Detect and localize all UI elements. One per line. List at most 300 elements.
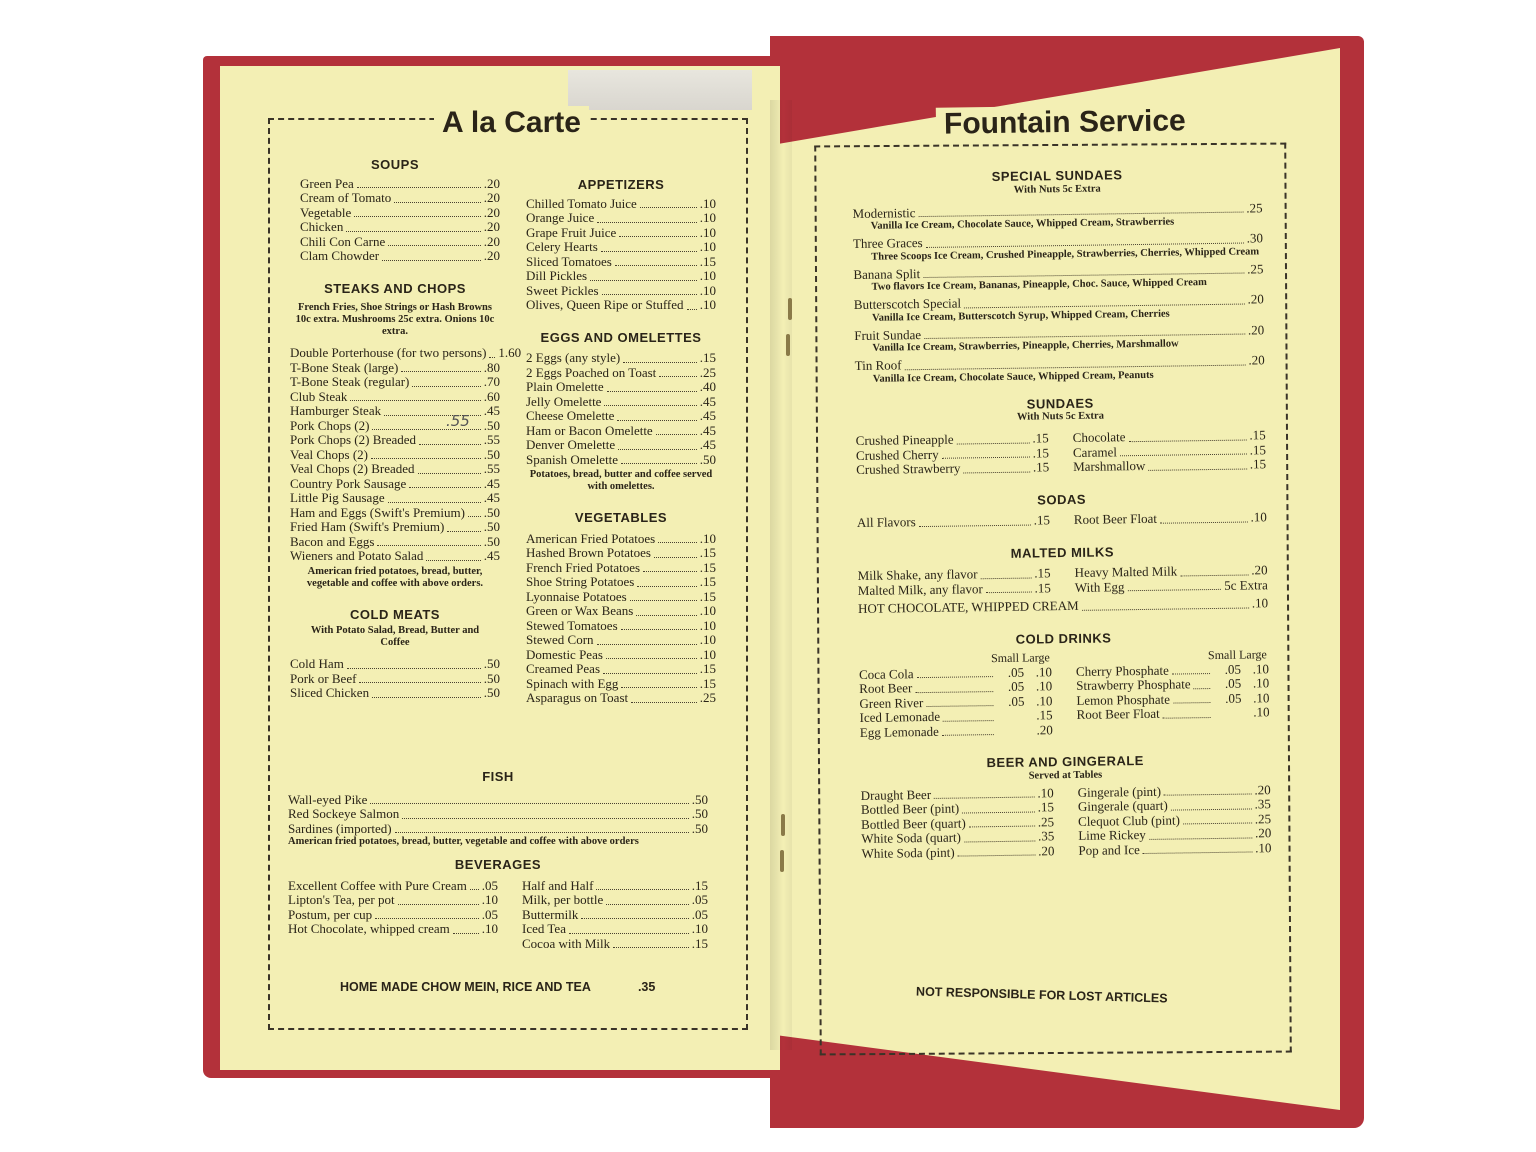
item-description: Vanilla Ice Cream, Butterscotch Syrup, Whipped Cream, Cherries [871,308,1170,324]
item-price: .10 [481,921,498,936]
dot-leader [597,222,697,223]
item-price: .10 [699,530,716,546]
item-name: Buttermilk [522,906,579,922]
item-price: .45 [483,475,500,491]
item-name: Veal Chops (2) Breaded [290,461,415,476]
item-price: .15 [691,877,708,893]
item-name: Cherry Phosphate [1075,662,1169,679]
item-name: Root Beer Float [1076,705,1160,722]
dot-leader [1183,822,1252,824]
dot-leader [618,449,697,450]
item-name: Spinach with Egg [526,675,619,691]
menu-item [1077,705,1270,722]
item-name: Cold Ham [290,656,344,671]
item-name: Clequot Club (pint) [1077,811,1181,829]
left-column-2 [526,178,716,706]
dot-leader [602,294,697,295]
item-name: Dill Pickles [526,268,588,283]
dot-leader [942,734,994,736]
item-price: .50 [483,446,500,462]
item-name: Chilled Tomato Juice [526,195,637,211]
menu-item [288,793,708,808]
section-heading-vegetables: VEGETABLES [574,510,668,525]
item-price: .15 [699,545,716,560]
dot-leader [1180,574,1248,576]
menu-item [290,491,500,506]
dot-leader [1160,521,1248,523]
dot-leader [964,840,1035,842]
item-price: 5c Extra [1224,576,1268,593]
dot-leader [395,832,689,833]
staple-2 [786,334,790,356]
item-name: Root Beer Float [1073,510,1158,527]
item-name: Lemon Phosphate [1076,691,1171,708]
dot-leader [621,629,697,630]
special-sundaes-list [852,201,1264,385]
item-price: .20 [483,190,500,205]
vegetables-list [526,532,716,706]
dot-leader [596,889,688,890]
item-name: Malted Milk, any flavor [857,580,983,598]
menu-item [526,590,716,605]
dot-leader [981,577,1032,579]
chow-mein-line [340,980,655,994]
small-price: .05 [1224,661,1242,677]
menu-item [526,409,716,424]
dot-leader [453,933,479,934]
item-price: .50 [483,656,500,671]
menu-item [290,549,500,564]
beer-list-2 [1078,783,1272,858]
menu-item [290,433,500,448]
menu-item [526,380,716,395]
item-name: Egg Lemonade [859,723,939,740]
section-heading-cold-meats: COLD MEATS [350,606,440,622]
right-column [852,166,1272,861]
menu-item [300,191,500,206]
dot-leader [569,933,689,934]
dot-leader [426,560,480,561]
eggs-list [526,351,716,467]
menu-item [526,284,716,299]
dot-leader [687,309,697,310]
dot-leader [1163,717,1211,719]
item-name: Red Sockeye Salmon [288,806,400,821]
item-price: .15 [699,350,716,365]
dot-leader [1173,702,1210,704]
item-price: .50 [691,806,708,821]
dot-leader [394,202,480,203]
dot-leader [934,797,1034,799]
item-name: Orange Juice [526,210,595,225]
item-name: Domestic Peas [526,646,603,662]
dot-leader [354,216,480,217]
menu-item [526,648,716,663]
item-name: With Egg [1074,578,1125,595]
dot-leader [597,644,697,645]
item-name: Grape Fruit Juice [526,224,617,240]
dot-leader [654,557,697,558]
item-name: Country Pork Sausage [290,475,407,491]
menu-item [526,424,716,439]
item-name: Iced Tea [522,921,566,936]
item-name: French Fried Potatoes [526,559,641,575]
item-description: Vanilla Ice Cream, Chocolate Sauce, Whipped Cream, Strawberries [870,216,1175,232]
menu-item [526,240,716,255]
item-price: .20 [1254,781,1271,797]
item-name: Chocolate [1072,429,1126,445]
item-name: Plain Omelette [526,379,604,394]
item-name: Ham or Bacon Omelette [526,422,653,438]
item-name: Caramel [1072,443,1118,460]
item-price: .20 [1248,352,1265,368]
menu-item [526,226,716,241]
appetizers-list [526,197,716,313]
item-price: .35 [1037,828,1055,844]
item-price: .50 [483,670,500,686]
item-name: Wieners and Potato Salad [290,548,424,563]
dot-leader [615,265,697,266]
dot-leader [1171,808,1252,810]
staple-1 [788,298,792,320]
menu-item [526,619,716,634]
item-price: .70 [483,374,500,389]
page-gutter [770,100,792,1050]
dot-leader [346,231,480,232]
item-name: Lime Rickey [1078,826,1146,843]
item-name: Excellent Coffee with Pure Cream [288,877,467,893]
item-name: Celery Hearts [526,239,598,254]
menu-item [857,513,1050,530]
item-name: Double Porterhouse (for two persons) [290,345,487,360]
cold-drinks-size-header-1: Small Large [990,650,1050,666]
dot-leader [943,720,994,722]
dot-leader [926,705,993,707]
item-name: Sliced Chicken [290,685,370,700]
cold-meats-note: With Potato Salad, Bread, Butter and Coffee [310,625,480,648]
section-heading-special-sundaes: SPECIAL SUNDAES [991,167,1123,185]
dot-leader [636,615,696,616]
section-heading-steaks: STEAKS AND CHOPS [324,280,466,296]
item-price: .50 [483,519,500,534]
item-name: Clam Chowder [300,248,380,263]
beer-list-1 [861,786,1055,861]
item-price: .15 [1032,430,1049,446]
large-price: .15 [1036,707,1053,723]
menu-item [526,395,716,410]
large-price: .10 [1252,660,1270,676]
item-price: .50 [483,504,500,520]
dot-leader [606,658,697,659]
section-heading-cold-drinks: COLD DRINKS [1015,629,1112,647]
menu-item [526,453,716,468]
item-price: .20 [483,219,500,234]
small-price: .05 [1007,678,1025,694]
item-name: Pork Chops (2) Breaded [290,432,417,447]
item-name: Pork or Beef [290,670,357,686]
beverages-list-2 [522,879,708,952]
menu-item [526,561,716,576]
item-name: T-Bone Steak (regular) [290,374,410,389]
item-name: White Soda (pint) [861,844,955,861]
dot-leader [388,245,481,246]
dot-leader [919,524,1031,527]
menu-item [860,723,1053,740]
dot-leader [631,702,697,703]
item-price: .10 [699,632,716,647]
section-heading-soups: SOUPS [370,157,419,172]
item-price: .25 [1037,813,1055,829]
item-name: Wall-eyed Pike [288,791,368,807]
menu-item [290,361,500,376]
item-name: 2 Eggs (any style) [526,350,621,365]
dot-leader [621,687,696,688]
soups-list [290,177,500,264]
item-name: 2 Eggs Poached on Toast [526,364,657,380]
menu-item [300,220,500,235]
item-price: .45 [699,422,716,438]
malted-list-2 [1075,563,1268,595]
item-name: Little Pig Sausage [290,490,385,505]
item-price: .10 [1250,509,1267,525]
item-name: Heavy Malted Milk [1074,563,1178,580]
menu-item [526,211,716,226]
dot-leader [1143,851,1252,854]
menu-item [290,448,500,463]
menu-item [290,672,500,687]
menu-item [290,535,500,550]
item-name: Lipton's Tea, per pot [288,892,395,907]
dot-leader [604,405,696,406]
dot-leader [623,362,697,363]
item-price: .15 [1249,441,1267,457]
item-price: .30 [1246,230,1264,246]
special-sundaes-note: With Nuts 5c Extra [1013,183,1101,196]
dot-leader [1194,688,1211,689]
item-name: Iced Lemonade [859,708,941,725]
dot-leader [1172,673,1210,675]
menu-item [300,235,500,250]
item-name: Pork Chops (2) [290,417,370,433]
menu-item [290,345,522,361]
dot-leader [388,502,481,503]
dot-leader [581,918,688,919]
dot-leader [603,673,697,674]
item-name: Veal Chops (2) [290,446,368,462]
menu-item [288,908,498,923]
item-description: Vanilla Ice Cream, Strawberries, Pineapple, Cherries, Marshmallow [872,338,1179,354]
item-price: .10 [699,210,716,225]
menu-item [526,255,716,270]
item-price: .10 [699,224,716,240]
item-price: .10 [699,239,716,254]
dot-leader [401,371,480,372]
section-heading-beverages: BEVERAGES [454,857,542,872]
dot-leader [643,571,697,572]
item-name: Milk, per bottle [522,892,604,907]
large-price: .10 [1035,678,1053,694]
dot-leader [617,420,696,421]
item-price: .25 [1254,810,1272,826]
dot-leader [372,697,481,698]
cold-meats-list [290,657,500,701]
item-name: Draught Beer [860,786,932,803]
sundaes-list-1 [856,431,1050,477]
dot-leader [402,818,689,819]
eggs-footer: Potatoes, bread, butter and coffee served with omelettes. [529,469,713,492]
item-price: .10 [699,297,716,312]
item-name: Strawberry Phosphate [1076,676,1191,693]
item-price: .20 [1038,842,1055,858]
menu-item [288,807,708,822]
section-heading-appetizers: APPETIZERS [577,177,665,192]
menu-item [522,893,708,908]
dot-leader [613,947,689,948]
item-price: .20 [483,204,500,220]
item-description: Vanilla Ice Cream, Chocolate Sauce, Whipped Cream, Peanuts [872,369,1154,385]
item-name: Chicken [300,219,344,234]
dot-leader [619,236,696,237]
item-price: .25 [699,690,716,705]
item-price: .50 [691,791,708,807]
menu-item [526,532,716,547]
menu-item [290,375,500,390]
item-price: .10 [699,195,716,211]
large-price: .10 [1036,692,1053,708]
dot-leader [986,592,1032,594]
fish-footer: American fried potatoes, bread, butter, vegetable and coffee with above orders [288,836,639,847]
item-name: Hashed Brown Potatoes [526,545,651,560]
item-price: .50 [483,533,500,549]
dot-leader [375,918,479,919]
item-price: .15 [699,661,716,676]
item-price: .45 [483,403,500,418]
dot-leader [370,803,688,804]
dot-leader [1164,793,1251,795]
menu-item [300,249,500,264]
item-price: .15 [699,675,716,691]
item-price: .25 [1247,260,1264,276]
item-price: .55 [483,432,500,447]
menu-item [522,922,708,937]
menu-item [1073,457,1266,474]
item-price: .10 [481,892,498,907]
item-name: Green or Wax Beans [526,603,634,618]
section-heading-fish: FISH [482,769,514,784]
dot-leader [447,531,480,532]
beer-note: Served at Tables [1028,769,1103,782]
cold-drinks-list-1 [859,665,1053,740]
item-price: .15 [1249,427,1266,443]
item-price: .15 [699,253,716,269]
item-name: Three Graces [852,235,923,251]
item-name: Sardines (imported) [288,820,392,836]
item-price: .15 [1032,459,1050,475]
steaks-list [290,345,522,564]
item-name: Shoe String Potatoes [526,574,635,589]
item-price: .15 [691,935,708,951]
item-name: Marshmallow [1073,457,1146,474]
menu-item [861,844,1054,861]
item-price: .50 [483,417,500,433]
item-name: T-Bone Steak (large) [290,359,399,375]
menu-item [526,677,716,692]
dot-leader [942,457,1030,459]
item-name: Crushed Pineapple [855,431,954,448]
item-name: Postum, per cup [288,906,373,922]
section-heading-sundaes: SUNDAES [1026,395,1094,412]
menu-item [526,575,716,590]
menu-item [290,462,500,477]
dot-leader [658,542,697,543]
item-price: .20 [1247,291,1264,307]
staple-3 [781,814,785,836]
dot-leader [621,463,697,464]
item-price: .10 [691,921,708,936]
item-price: .15 [1249,456,1267,472]
dot-leader [917,676,993,678]
item-name: Green Pea [300,175,354,191]
item-name: Milk Shake, any flavor [857,566,978,583]
steaks-note: French Fries, Shoe Strings or Hash Browns 10c extra. Mushrooms 25c extra. Onions 10c extra. [295,302,495,337]
item-price: .40 [699,379,716,394]
item-price: .35 [1254,796,1271,812]
dot-leader [637,586,696,587]
dot-leader [607,391,697,392]
dot-leader [409,487,480,488]
item-price: .45 [699,408,716,423]
dot-leader [412,386,480,387]
cold-drinks-list-2 [1076,662,1270,723]
item-name: Ham and Eggs (Swift's Premium) [290,504,465,520]
item-price: .05 [691,906,708,922]
item-price: .45 [483,548,500,563]
item-price: .45 [699,437,716,452]
item-name: Crushed Strawberry [856,460,961,477]
menu-item [288,893,498,908]
large-price: .10 [1253,704,1270,720]
hot-chocolate-name: HOT CHOCOLATE, WHIPPED CREAM [857,597,1079,616]
item-name: Jelly Omelette [526,393,602,409]
menu-item [288,822,708,837]
item-name: Modernistic [852,204,916,221]
item-price: .50 [483,685,500,700]
sundaes-list-2 [1073,428,1267,474]
item-name: Bottled Beer (pint) [860,800,960,817]
menu-item [522,908,708,923]
steaks-footer: American fried potatoes, bread, butter, vegetable and coffee with above orders. [306,565,484,589]
dot-leader [659,376,696,377]
item-name: Pop and Ice [1078,841,1140,858]
dot-leader [359,682,480,683]
dot-leader [418,473,481,474]
item-name: Hamburger Steak [290,403,382,418]
item-price: .55 [483,461,500,476]
large-price: .10 [1035,663,1053,679]
dot-leader [377,545,480,546]
dot-leader [350,400,480,401]
item-price: .05 [481,906,498,922]
section-heading-malted-milks: MALTED MILKS [1010,543,1115,561]
dot-leader [347,668,481,669]
dot-leader [601,251,697,252]
dot-leader [656,434,697,435]
dot-leader [1148,468,1247,470]
item-price: .50 [691,820,708,836]
item-name: Green River [859,694,924,711]
beverages-list-1 [288,879,498,952]
menu-item [300,206,500,221]
